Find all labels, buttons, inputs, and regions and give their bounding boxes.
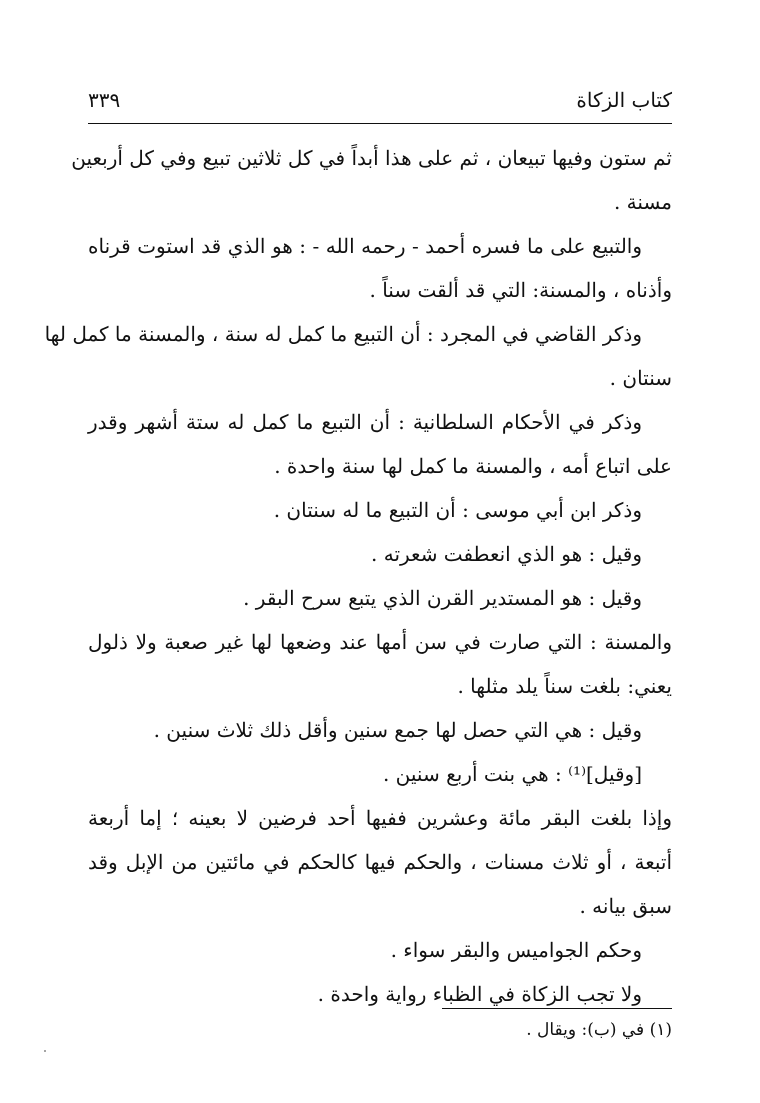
footnote-rule <box>442 1008 672 1009</box>
text-line: سبق بيانه . <box>579 894 672 918</box>
footnote: (١) في (ب): ويقال . <box>526 1020 672 1040</box>
text-line: وقيل : هي التي حصل لها جمع سنين وأقل ذلك ثلاث سنين . <box>153 718 642 742</box>
main-text <box>44 136 672 1016</box>
scan-speck <box>44 1050 46 1052</box>
running-header <box>88 88 672 116</box>
header-rule <box>88 123 672 124</box>
text-line: [وقيل]⁽¹⁾ : هي بنت أربع سنين . <box>382 762 642 786</box>
text-line: على اتباع أمه ، والمسنة ما كمل لها سنة واحدة . <box>274 454 672 478</box>
text-line: أتبعة ، أو ثلاث مسنات ، والحكم فيها كالحكم في مائتين من الإبل وقد <box>88 850 672 874</box>
text-line: وذكر القاضي في المجرد : أن التبيع ما كمل له سنة ، والمسنة ما كمل لها <box>44 322 642 346</box>
chapter-title: كتاب الزكاة <box>576 88 672 112</box>
text-line: وإذا بلغت البقر مائة وعشرين ففيها أحد فرضين لا بعينه ؛ إما أربعة <box>88 806 672 830</box>
text-line: وأذناه ، والمسنة: التي قد ألقت سناً . <box>369 278 672 302</box>
text-line: وذكر ابن أبي موسى : أن التبيع ما له سنتان . <box>273 498 642 522</box>
text-line: والتبيع على ما فسره أحمد - رحمه الله - : هو الذي قد استوت قرناه <box>88 234 642 258</box>
text-line: والمسنة : التي صارت في سن أمها عند وضعها لها غير صعبة ولا ذلول <box>88 630 672 654</box>
page-number: ٣٣٩ <box>88 88 121 112</box>
text-line: وحكم الجواميس والبقر سواء . <box>390 938 642 962</box>
text-line: ولا تجب الزكاة في الظباء رواية واحدة . <box>317 982 642 1006</box>
text-line: وقيل : هو المستدير القرن الذي يتبع سرح البقر . <box>243 586 642 610</box>
text-line: وذكر في الأحكام السلطانية : أن التبيع ما كمل له ستة أشهر وقدر <box>88 410 642 434</box>
text-line: مسنة . <box>613 190 672 214</box>
text-line: سنتان . <box>609 366 672 390</box>
text-line: وقيل : هو الذي انعطفت شعرته . <box>371 542 642 566</box>
text-line: ثم ستون وفيها تبيعان ، ثم على هذا أبداً في كل ثلاثين تبيع وفي كل أربعين <box>71 146 672 170</box>
text-line: يعني: بلغت سناً يلد مثلها . <box>457 674 672 698</box>
